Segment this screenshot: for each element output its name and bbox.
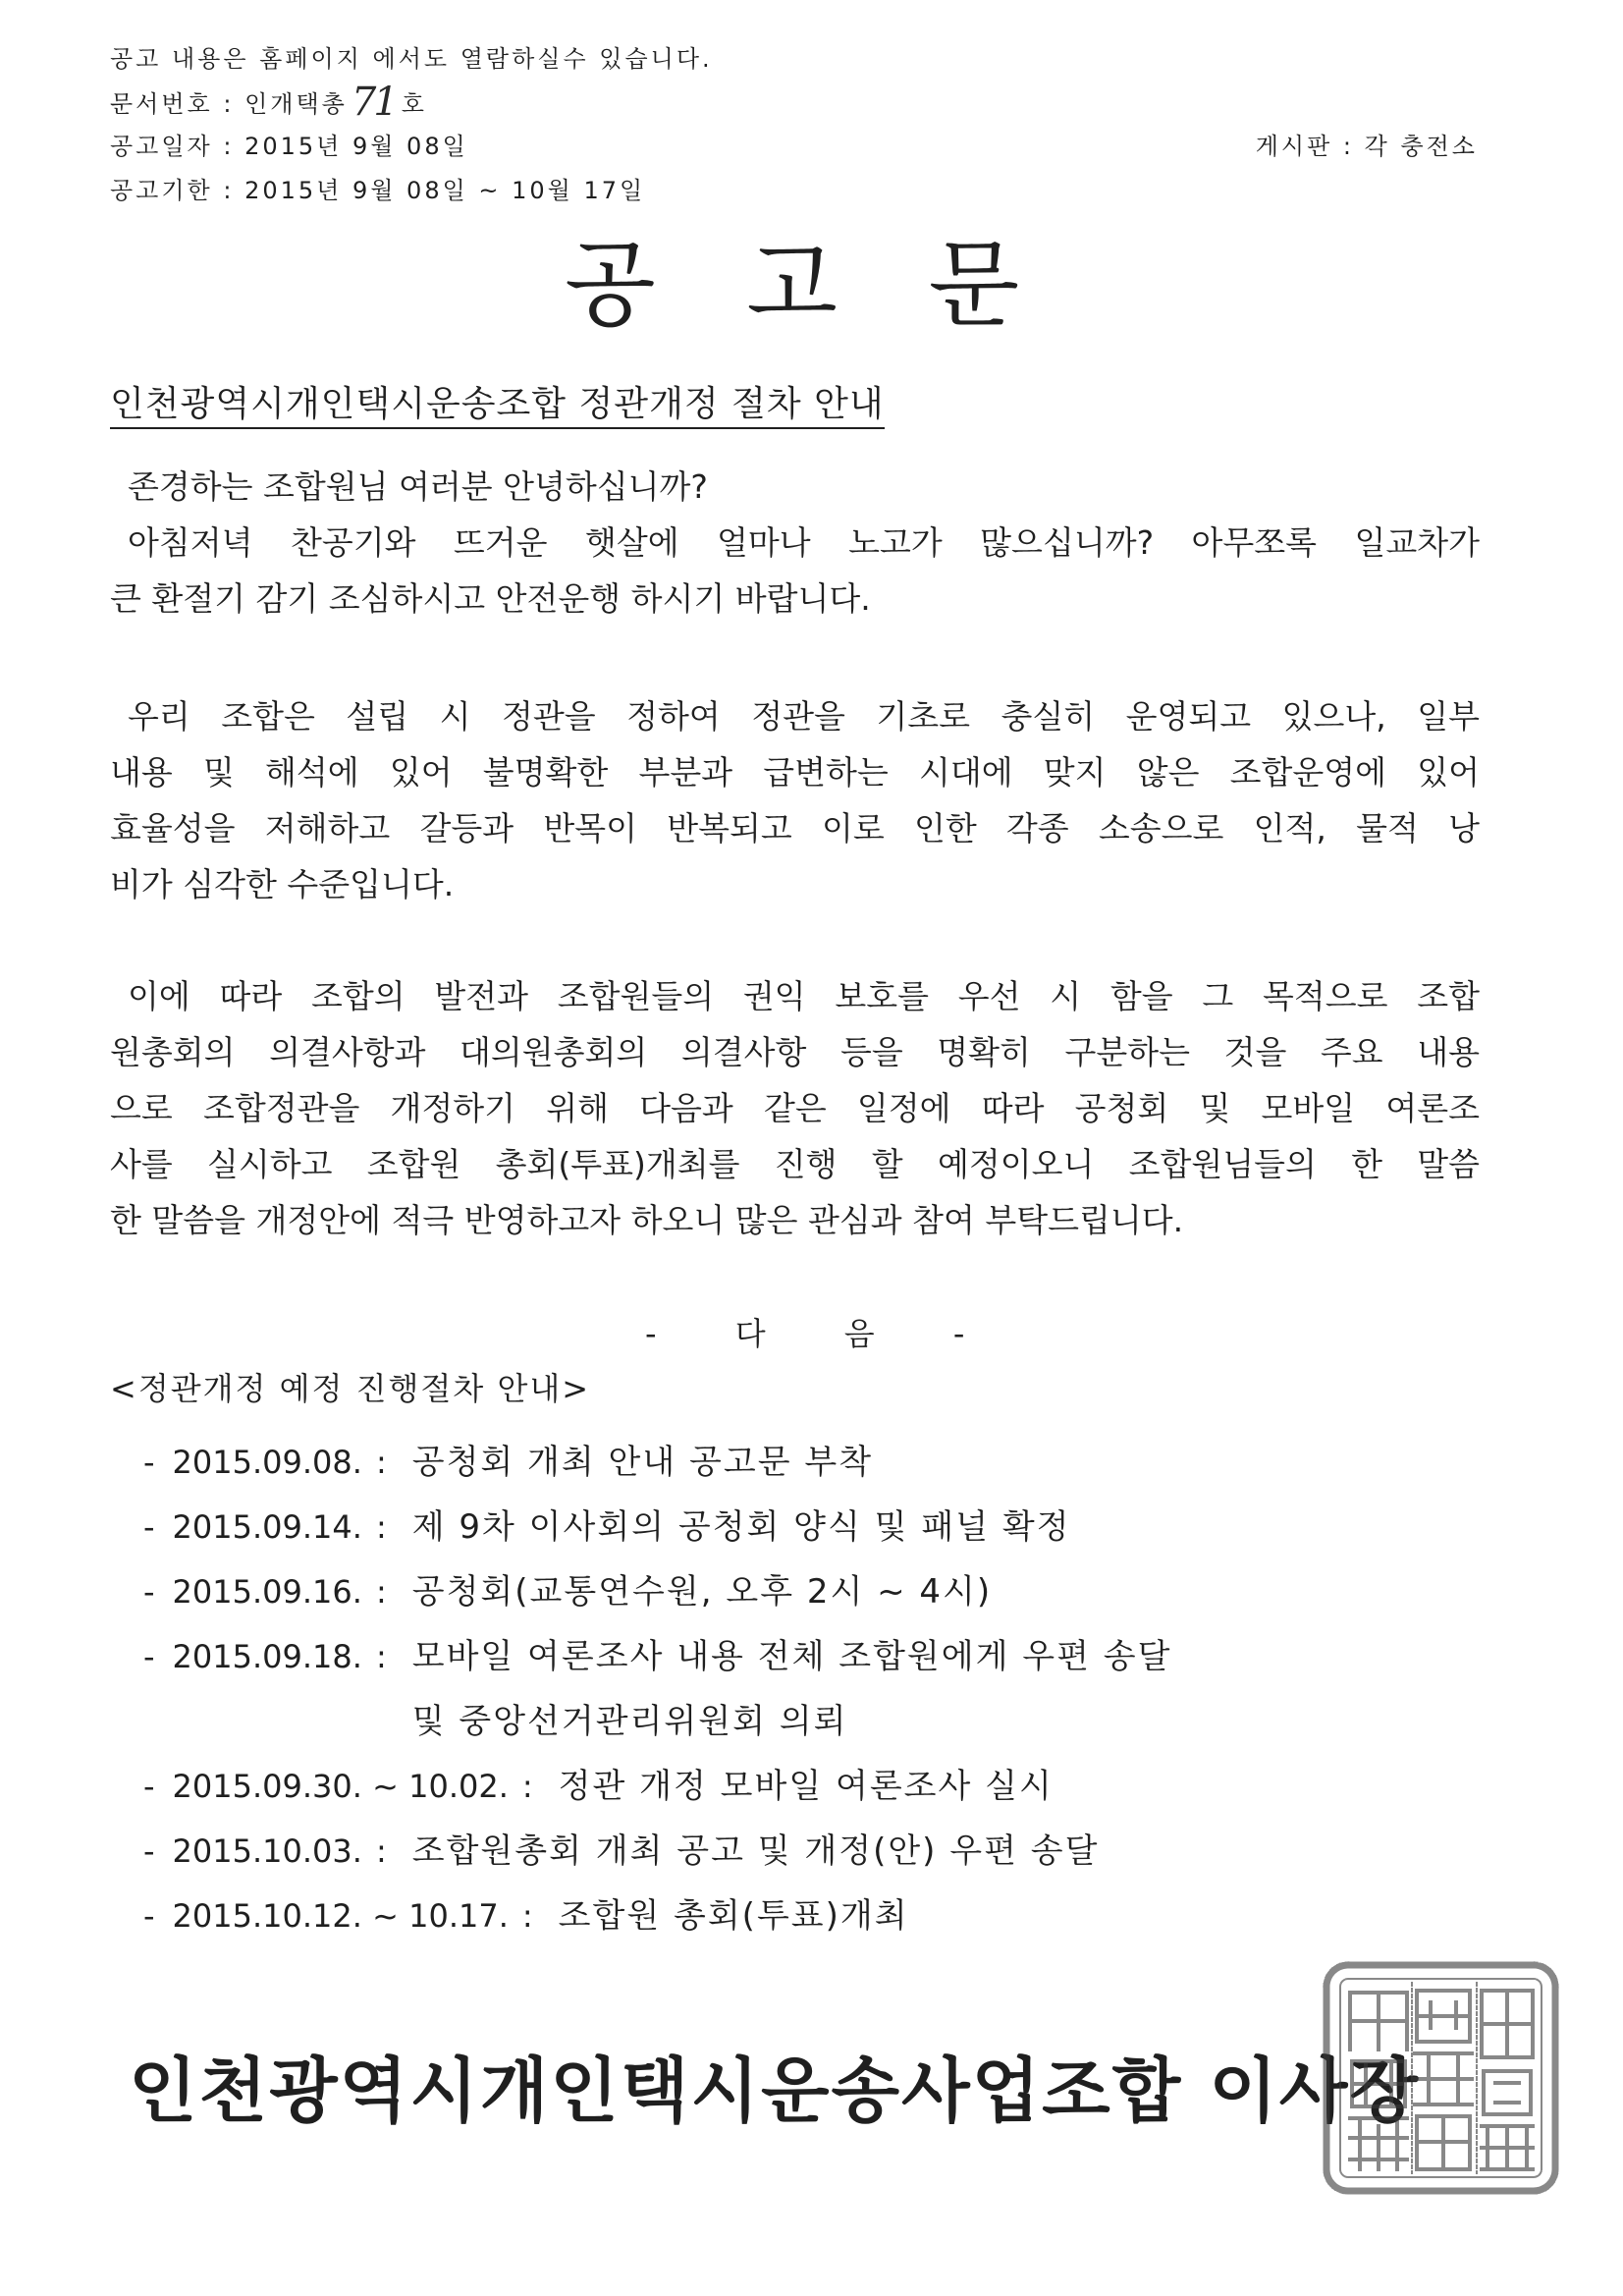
schedule-list <box>143 1430 1171 1948</box>
schedule-item <box>143 1624 1171 1754</box>
paragraph-1-line-1: 존경하는 조합원님 여러분 안녕하십니까? <box>128 467 708 506</box>
schedule-text-line: 조합원 총회(투표)개최 <box>558 1896 909 1936</box>
signature-line: 인천광역시개인택시운송사업조합 이사장 <box>129 2049 1421 2132</box>
schedule-heading: <정관개정 예정 진행절차 안내> <box>110 1370 591 1407</box>
schedule-text <box>559 1754 1054 1819</box>
schedule-separator: : <box>521 1768 533 1805</box>
schedule-separator: : <box>375 1508 387 1546</box>
schedule-date: 2015.09.16. <box>172 1573 362 1611</box>
schedule-text-line: 공청회 개최 안내 공고문 부착 <box>411 1443 874 1482</box>
paragraph-1-line-3: 큰 환절기 감기 조심하시고 안전운행 하시기 바랍니다. <box>110 579 871 618</box>
schedule-separator: : <box>375 1573 387 1611</box>
schedule-item <box>143 1495 1171 1559</box>
homepage-notice: 공고 내용은 홈페이지 에서도 열람하실수 있습니다. <box>110 45 713 73</box>
subtitle: 인천광역시개인택시운송조합 정관개정 절차 안내 <box>110 382 885 429</box>
schedule-item <box>143 1754 1171 1819</box>
document-number-value: 71 <box>351 80 396 125</box>
official-seal <box>1321 1959 1561 2200</box>
schedule-text-line: 공청회(교통연수원, 오후 2시 ~ 4시) <box>411 1572 993 1612</box>
schedule-text-line: 조합원총회 개최 공고 및 개정(안) 우편 송달 <box>411 1831 1100 1871</box>
paragraph-3-line-3: 으로 조합정관을 개정하기 위해 다음과 같은 일정에 따라 공청회 및 모바일 여론조 <box>110 1089 1480 1127</box>
schedule-bullet: - <box>143 1444 155 1481</box>
schedule-text <box>412 1495 1071 1559</box>
schedule-text <box>412 1559 992 1624</box>
document-number-suffix: 호 <box>401 90 427 118</box>
paragraph-3 <box>110 968 1480 1248</box>
schedule-item <box>143 1559 1171 1624</box>
schedule-bullet: - <box>143 1638 155 1675</box>
paragraph-2-line-2: 내용 및 해석에 있어 불명확한 부분과 급변하는 시대에 맞지 않은 조합운영에 있어 <box>110 753 1480 792</box>
schedule-bullet: - <box>143 1897 155 1935</box>
notice-date: 공고일자 : 2015년 9월 08일 <box>110 133 468 160</box>
document-number <box>110 81 427 125</box>
schedule-bullet: - <box>143 1832 155 1870</box>
paragraph-2-line-3: 효율성을 저해하고 갈등과 반목이 반복되고 이로 인한 각종 소송으로 인적, 물적 낭 <box>110 809 1480 847</box>
schedule-separator: : <box>375 1638 387 1675</box>
schedule-text <box>559 1884 909 1948</box>
paragraph-3-line-5: 한 말씀을 개정안에 적극 반영하고자 하오니 많은 관심과 참여 부탁드립니다. <box>110 1201 1184 1239</box>
schedule-date: 2015.09.14. <box>172 1508 362 1546</box>
schedule-separator: : <box>521 1897 533 1935</box>
schedule-separator: : <box>375 1832 387 1870</box>
schedule-text-line: 모바일 여론조사 내용 전체 조합원에게 우편 송달 <box>411 1637 1172 1676</box>
schedule-text <box>412 1819 1100 1884</box>
paragraph-2 <box>110 688 1480 912</box>
schedule-text-continuation: 및 중앙선거관리위원회 의뢰 <box>411 1702 848 1741</box>
schedule-bullet: - <box>143 1508 155 1546</box>
schedule-text-line: 정관 개정 모바일 여론조사 실시 <box>558 1767 1054 1806</box>
paragraph-3-line-1: 이에 따라 조합의 발전과 조합원들의 권익 보호를 우선 시 함을 그 목적으로 조합 <box>128 977 1480 1015</box>
paragraph-2-line-1: 우리 조합은 설립 시 정관을 정하여 정관을 기초로 충실히 운영되고 있으나, 일부 <box>128 697 1480 736</box>
schedule-item <box>143 1819 1171 1884</box>
page-title: 공 고 문 <box>565 230 1051 340</box>
paragraph-1-line-2: 아침저녁 찬공기와 뜨거운 햇살에 얼마나 노고가 많으십니까? 아무쪼록 일교차가 <box>128 523 1480 562</box>
schedule-date: 2015.10.12. ~ 10.17. <box>172 1897 509 1935</box>
schedule-separator: : <box>375 1444 387 1481</box>
paragraph-2-line-4: 비가 심각한 수준입니다. <box>110 865 455 903</box>
schedule-date: 2015.09.30. ~ 10.02. <box>172 1768 509 1805</box>
notice-period: 공고기한 : 2015년 9월 08일 ~ 10월 17일 <box>110 177 646 204</box>
bulletin-board: 게시판 : 각 충전소 <box>1255 133 1478 160</box>
following-heading: - 다 음 - <box>645 1315 965 1352</box>
schedule-item <box>143 1430 1171 1495</box>
schedule-text <box>412 1430 873 1495</box>
schedule-date: 2015.10.03. <box>172 1832 362 1870</box>
paragraph-3-line-4: 사를 실시하고 조합원 총회(투표)개최를 진행 할 예정이오니 조합원님들의 한 말씀 <box>110 1145 1480 1183</box>
schedule-item <box>143 1884 1171 1948</box>
document-number-label: 문서번호 : 인개택총 <box>110 90 348 118</box>
schedule-text <box>412 1624 1172 1754</box>
schedule-text-line: 제 9차 이사회의 공청회 양식 및 패널 확정 <box>411 1507 1071 1547</box>
schedule-date: 2015.09.08. <box>172 1444 362 1481</box>
schedule-date: 2015.09.18. <box>172 1638 362 1675</box>
schedule-bullet: - <box>143 1768 155 1805</box>
paragraph-3-line-2: 원총회의 의결사항과 대의원총회의 의결사항 등을 명확히 구분하는 것을 주요 내용 <box>110 1033 1480 1071</box>
schedule-bullet: - <box>143 1573 155 1611</box>
paragraph-1 <box>110 459 1480 627</box>
